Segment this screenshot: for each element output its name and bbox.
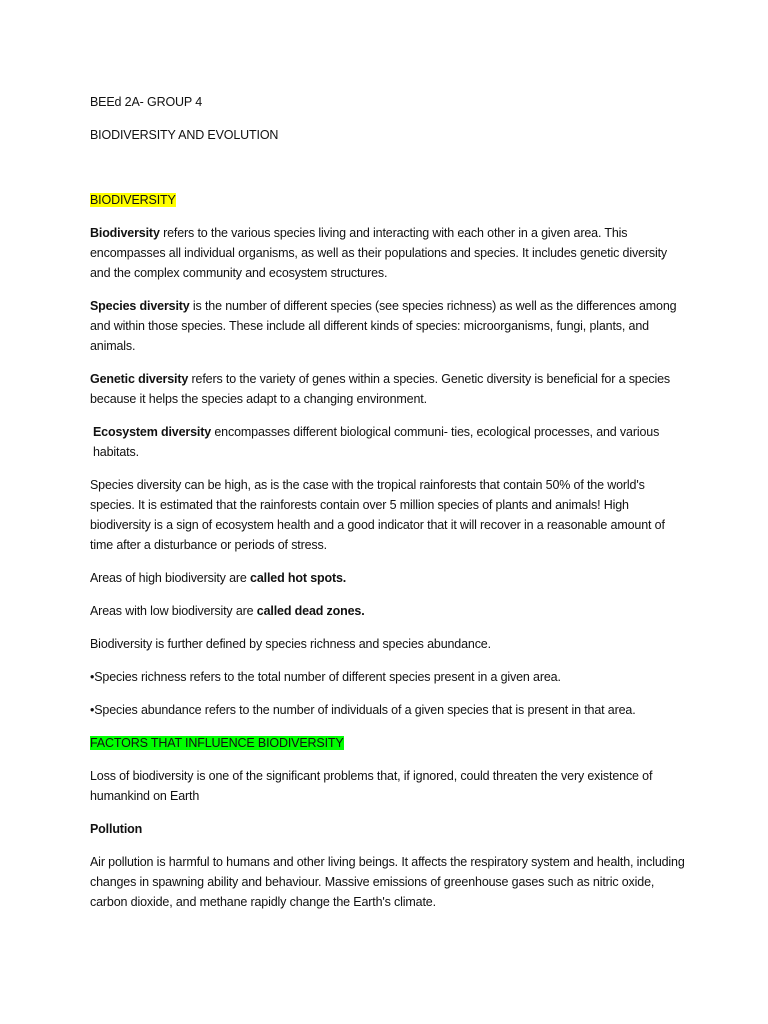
paragraph-dead-zones xyxy=(90,601,685,621)
bold-term: Species diversity xyxy=(90,299,190,313)
paragraph-loss-of-biodiversity: Loss of biodiversity is one of the significant problems that, if ignored, could threaten the very existence of humankind on Earth xyxy=(90,769,653,803)
document-body xyxy=(90,92,685,925)
bold-term: Genetic diversity xyxy=(90,372,189,386)
bold-term: called hot spots. xyxy=(250,571,347,585)
paragraph-air-pollution: Air pollution is harmful to humans and other living beings. It affects the respiratory system and health, including changes in spawning ability and behaviour. Massive emissions of greenhouse gases such as nitric oxide, carbon dioxide, and methane rapidly change the Earth's climate. xyxy=(90,855,685,909)
bold-term: Biodiversity xyxy=(90,226,160,240)
paragraph-species-diversity xyxy=(90,296,685,356)
highlighted-heading: BIODIVERSITY xyxy=(90,193,176,207)
section-heading-factors xyxy=(90,733,685,753)
paragraph-richness-abundance: Biodiversity is further defined by species richness and species abundance. xyxy=(90,637,491,651)
paragraph-hot-spots xyxy=(90,568,685,588)
subheading-pollution: Pollution xyxy=(90,822,143,836)
paragraph-rainforests: Species diversity can be high, as is the case with the tropical rainforests that contain 50% of the world's species. It is estimated that the rainforests contain over 5 million species of plants and animals! High biodiversity is a sign of ecosystem health and a good indicator that it will recover in a reasonable amount of time after a disturbance or periods of stress. xyxy=(90,478,665,552)
bold-term: called dead zones. xyxy=(256,604,365,618)
bullet-species-abundance: •Species abundance refers to the number of individuals of a given species that is present in that area. xyxy=(90,703,636,717)
paragraph-text: encompasses different biological communi- ties, ecological processes, and various habitats. xyxy=(93,425,660,459)
section-heading-biodiversity xyxy=(90,190,685,210)
paragraph-text: refers to the various species living and interacting with each other in a given area. This encompasses all individual organisms, as well as their populations and species. It includes genetic diversity and the complex community and ecosystem structures. xyxy=(90,226,668,280)
paragraph-text: Areas with low biodiversity are xyxy=(90,604,257,618)
paragraph-biodiversity-definition xyxy=(90,223,685,283)
paragraph-text: refers to the variety of genes within a species. Genetic diversity is beneficial for a species because it helps the species adapt to a changing environment. xyxy=(90,372,671,406)
bullet-species-richness: •Species richness refers to the total number of different species present in a given area. xyxy=(90,670,561,684)
paragraph-text: is the number of different species (see species richness) as well as the differences among and within those species. These include all different kinds of species: microorganisms, fungi, plants, and animals. xyxy=(90,299,677,353)
paragraph-genetic-diversity xyxy=(90,369,685,409)
paragraph-text: Areas of high biodiversity are xyxy=(90,571,251,585)
bold-term: Ecosystem diversity xyxy=(93,425,212,439)
group-label: BEEd 2A- GROUP 4 xyxy=(90,95,202,109)
document-title: BIODIVERSITY AND EVOLUTION xyxy=(90,128,279,142)
paragraph-ecosystem-diversity xyxy=(90,422,685,462)
highlighted-heading: FACTORS THAT INFLUENCE BIODIVERSITY xyxy=(90,736,344,750)
